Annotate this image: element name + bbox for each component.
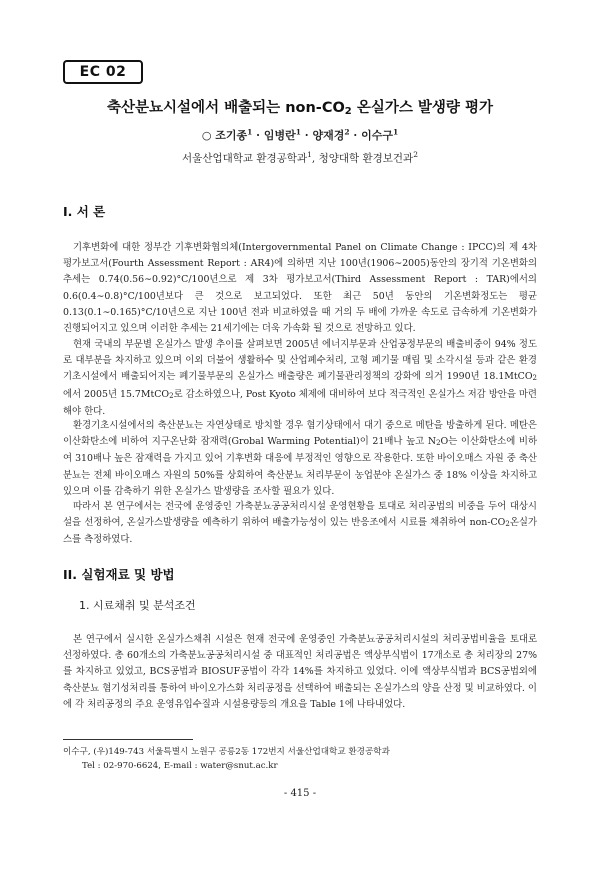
session-code-badge: EC 02 (63, 60, 143, 84)
author-affil-mark: 1 (247, 127, 253, 137)
author-separator: · (252, 129, 264, 142)
para-subscript: 2 (505, 520, 510, 529)
affiliation-mark: 1 (307, 150, 312, 159)
author-separator: · (349, 129, 362, 142)
author-name: 임병란 (263, 129, 296, 142)
author-name: 양재경 (312, 129, 345, 142)
intro-paragraph-3 (63, 418, 537, 500)
intro-paragraph-1: 기후변화에 대한 정부간 기후변화협의체(Intergovernmental Panel on Climate Change : IPCC)의 제 4차 평가보고서(Fourth Assessment Report : AR4)에 의하면 지난 100년(1906∼2005)동안의 장기적 기온변화의 추세는 0.74(0.56∼0.92)°C/100년으로 제 3차 평가보고서(Third Assessment Report : TAR)에서의 0.6(0.4∼0.8)°C/100년보다 큰 것으로 보고되었다. 또한 최근 50년 동안의 기온변화정도는 평균 0.13(0.1∼0.165)°C/10년으로 지난 100년 전과 비교하였을 때 거의 두 배에 가까운 속도로 급속하게 기온변화가 진행되어지고 있으며 이러한 추세는 21세기에는 더욱 가속화 될 것으로 전망하고 있다. (63, 242, 537, 335)
para-subscript: 2 (532, 374, 537, 383)
paper-title (0, 96, 600, 117)
author-affil-mark: 1 (392, 127, 399, 137)
para-text: 에서 2005년 15.7MtCO (63, 388, 170, 400)
methods-subheading-1: 1. 시료채취 및 분석조건 (79, 599, 196, 612)
methods-heading: II. 실험재료 및 방법 (63, 567, 175, 582)
title-part-2: 온실가스 발생량 평가 (351, 100, 493, 116)
author-separator: · (300, 129, 313, 142)
intro-heading: I. 서 론 (63, 204, 106, 219)
para-text: 따라서 본 연구에서는 전국에 운영중인 가축분뇨공공처리시설 운영현황을 토대로 처리공법의 비중을 두어 대상시설을 선정하여, 온실가스발생량을 예측하기 위하여 배출가능성이 있는 반응조에서 시료를 채취하여 non-CO (63, 501, 537, 529)
para-text: 로 감소하였으나, Post Kyoto 체제에 대비하여 보다 적극적인 온실가스 저감 방안을 마련해야 한다. (63, 388, 537, 417)
footnote-address: 이수구, (우)149-743 서울특별시 노원구 공릉2동 172번지 서울산업대학교 환경공학과 (63, 747, 390, 757)
title-part-1: 축산분뇨시설에서 배출되는 non-CO (107, 100, 345, 116)
author-name: ○ 조기종 (201, 129, 248, 142)
footnote-divider (63, 739, 193, 740)
para-text: 환경기초시설에서의 축산분뇨는 자연상태로 방치할 경우 혐기상태에서 대기 중으로 메탄을 방출하게 된다. 메탄은 이산화탄소에 비하여 지구온난화 잠재력(Grobal Warming Potential)이 21배나 높고 N (63, 420, 537, 448)
para-text: 현재 국내의 부문별 온실가스 발생 추이를 살펴보면 2005년 에너지부문과 산업공정부문의 배출비중이 94% 정도로 대부분을 차지하고 있으며 이외 더불어 생활하수 및 산업폐수처리, 고형 폐기물 매립 및 소각시설 등과 같은 환경기초시설에서 배출되어지는 폐기물부문의 온실가스 배출량은 폐기물관리정책의 강화에 의거 1990년 18.1MtCO (63, 339, 537, 383)
affiliation-list: 서울산업대학교 환경공학과$^1$, 청양대학 환경보건과$^2$ (182, 150, 418, 165)
page-number: - 415 - (283, 788, 317, 799)
intro-paragraph-2 (63, 337, 537, 420)
affiliation-mark: 2 (413, 150, 418, 159)
author-name: 이수구 (361, 129, 393, 142)
author-affil-mark: 1 (295, 127, 301, 137)
footnote-contact: Tel : 02-970-6624, E-mail : water@snut.ac.kr (82, 761, 278, 771)
para-text: O는 이산화탄소에 비하여 310배나 높은 잠재력을 가지고 있어 기후변화 대응에 부정적인 영향으로 작용한다. 또한 바이오매스 자원 중 축산분뇨는 전체 바이오매스 자원의 50%를 상회하여 축산분뇨 처리부문이 농업분야 온실가스 중 18% 이상을 차지하고 있으며 이를 감축하기 위한 온실가스 발생량을 조사할 필요가 있다. (63, 436, 538, 497)
author-list (0, 127, 600, 143)
para-text: 온실가스를 측정하였다. (63, 517, 537, 546)
para-subscript: 2 (436, 439, 441, 448)
para-subscript: 2 (169, 391, 174, 400)
methods-paragraph-1: 본 연구에서 실시한 온실가스채취 시설은 현재 전국에 운영중인 가축분뇨공공처리시설의 처리공법비율을 토대로 선정하였다. 총 60개소의 가축분뇨공공처리시설 중 대표적인 처리공법은 액상부식법이 17개소로 총 처리장의 27%를 차지하고 있었고, BCS공법과 BIOSUF공법이 각각 14%를 차지하고 있었다. 이에 액상부식법과 BCS공법외에 축산분뇨 혐기성처리를 통하여 바이오가스화 처리공정을 선택하여 배출되는 온실가스의 양을 산정 및 비교하였다. 이에 각 처리공정의 주요 운영유입수질과 시설용량등의 개요을 Table 1에 나타내었다. (63, 634, 537, 710)
affiliation-name: 서울산업대학교 환경공학과 (182, 152, 308, 165)
title-subscript: 2 (344, 106, 352, 117)
affiliation-name: 청양대학 환경보건과 (318, 152, 414, 165)
author-affil-mark: 2 (344, 127, 350, 137)
intro-paragraph-4 (63, 499, 537, 549)
